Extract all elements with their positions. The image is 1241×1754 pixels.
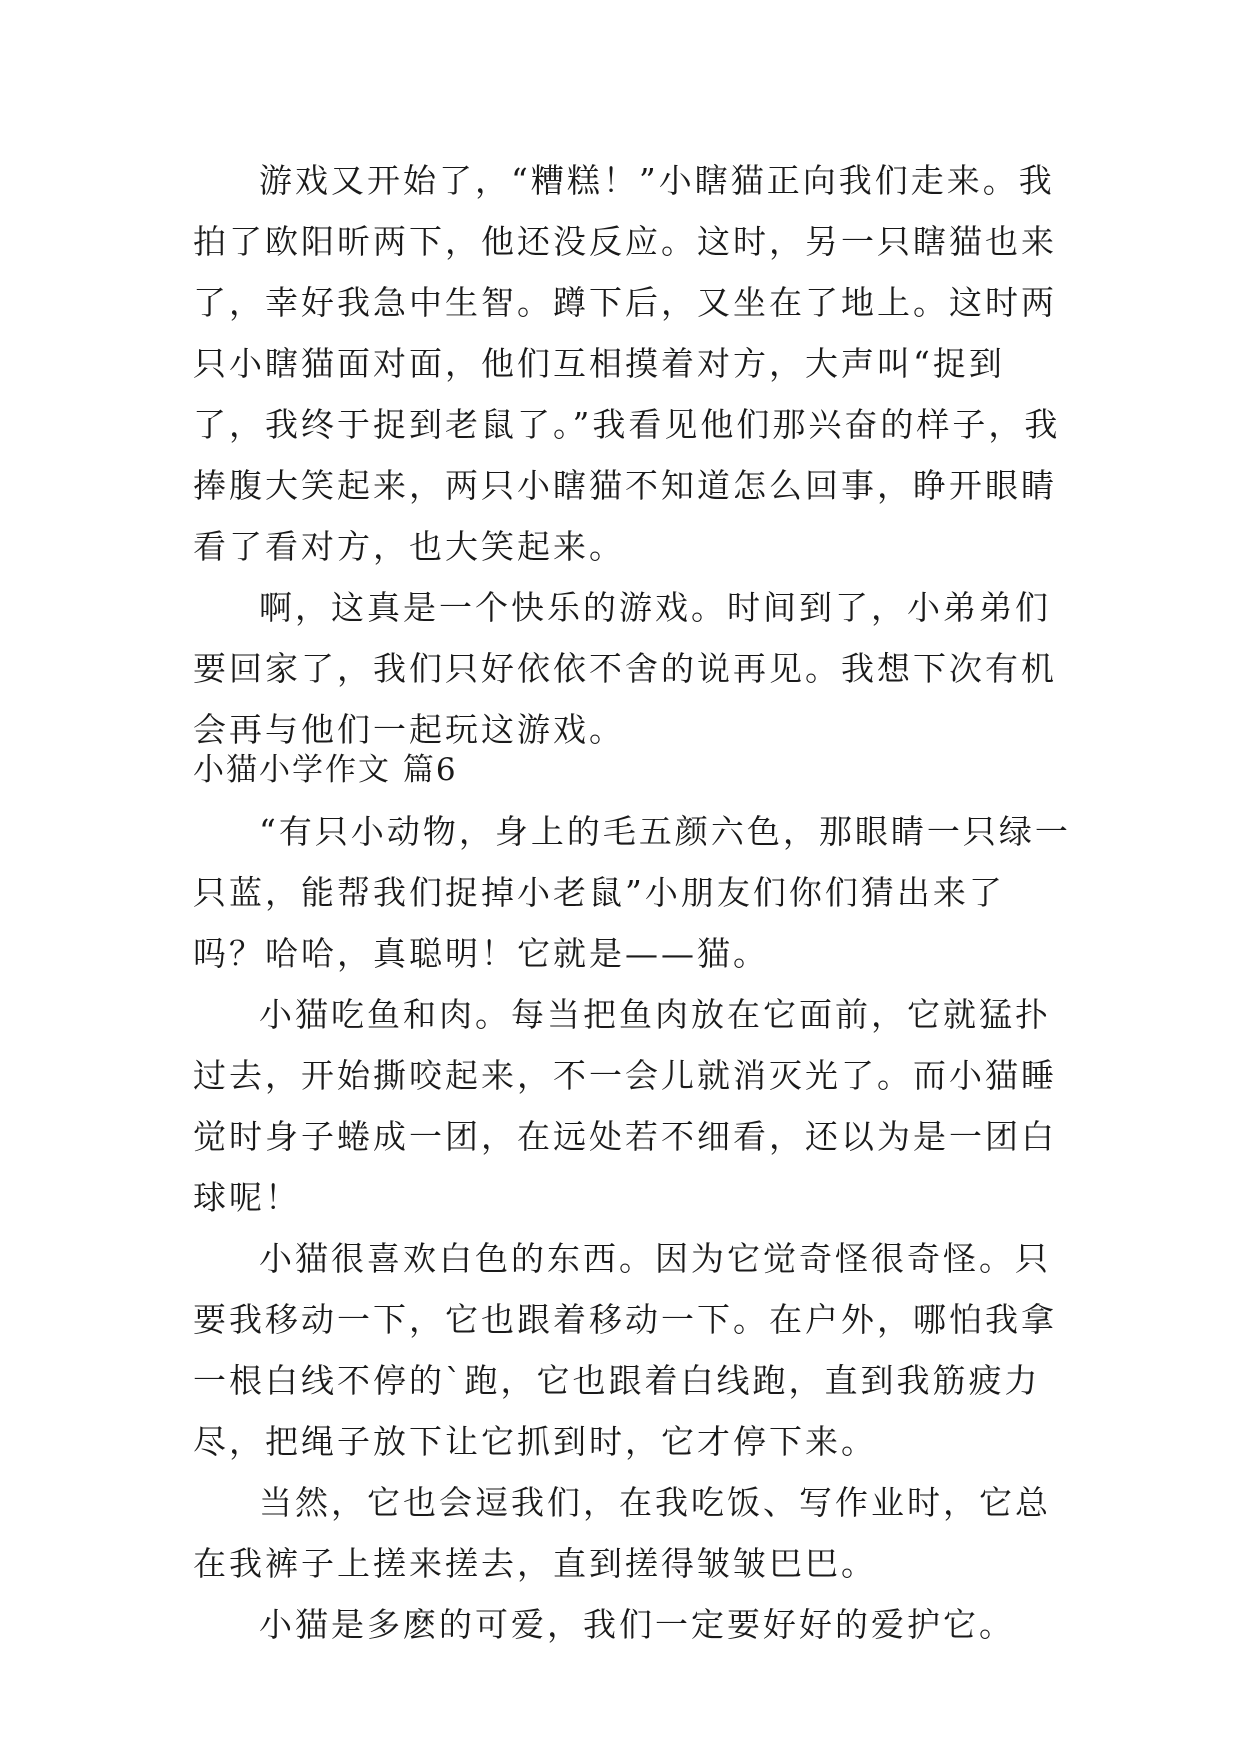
paragraph: 啊，这真是一个快乐的游戏。时间到了，小弟弟们要回家了，我们只好依依不舍的说再见。我想下次有机会再与他们一起玩这游戏。 <box>193 588 1057 749</box>
paragraph: 小猫很喜欢白色的东西。因为它觉奇怪很奇怪。只要我移动一下，它也跟着移动一下。在户外，哪怕我拿一根白线不停的`跑，它也跟着白线跑，直到我筋疲力尽，把绳子放下让它抓到时，它才停下来。 <box>193 1239 1057 1461</box>
paragraph: “有只小动物，身上的毛五颜六色，那眼睛一只绿一只蓝，能帮我们捉掉小老鼠”小朋友们你们猜出来了吗？哈哈，真聪明！它就是——猫。 <box>193 812 1071 973</box>
section-6-text <box>193 801 1073 1655</box>
previous-section-text <box>193 150 1073 760</box>
paragraph: 小猫吃鱼和肉。每当把鱼肉放在它面前，它就猛扑过去，开始撕咬起来，不一会儿就消灭光了。而小猫睡觉时身子蜷成一团，在远处若不细看，还以为是一团白球呢！ <box>193 995 1057 1217</box>
section-title: 小猫小学作文 篇6 <box>193 752 458 788</box>
paragraph: 游戏又开始了，“糟糕！”小瞎猫正向我们走来。我拍了欧阳昕两下，他还没反应。这时，另一只瞎猫也来了，幸好我急中生智。蹲下后，又坐在了地上。这时两只小瞎猫面对面，他们互相摸着对方，大声叫“捉到了，我终于捉到老鼠了。”我看见他们那兴奋的样子，我捧腹大笑起来，两只小瞎猫不知道怎么回事，睁开眼睛看了看对方，也大笑起来。 <box>193 161 1061 566</box>
paragraph: 小猫是多麽的可爱，我们一定要好好的爱护它。 <box>259 1605 1015 1644</box>
paragraph: 当然，它也会逗我们，在我吃饭、写作业时，它总在我裤子上搓来搓去，直到搓得皱皱巴巴。 <box>193 1483 1051 1583</box>
